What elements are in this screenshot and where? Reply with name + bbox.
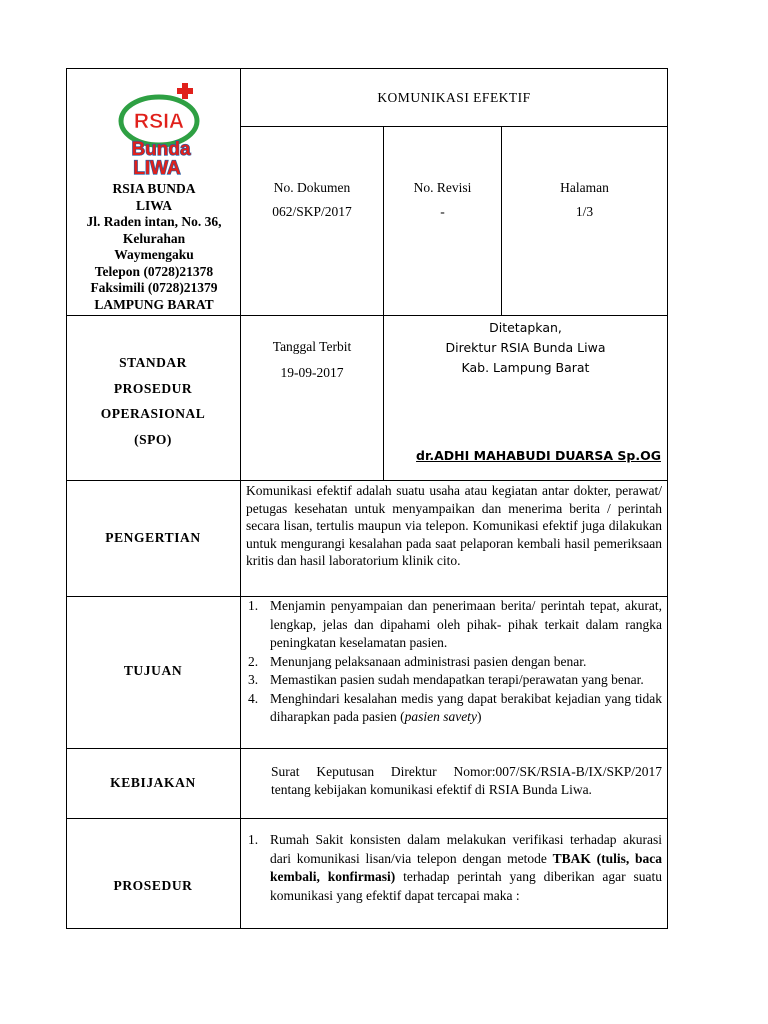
tujuan-label: TUJUAN bbox=[123, 663, 183, 678]
signatory-name: dr.ADHI MAHABUDI DUARSA Sp.OG bbox=[416, 448, 661, 463]
hospital-info-cell bbox=[66, 68, 241, 316]
issue-date-cell bbox=[240, 315, 384, 481]
list-item-text: Memastikan pasien sudah mendapatkan terapi/perawatan yang benar. bbox=[270, 672, 644, 687]
page-label: Halaman bbox=[560, 180, 609, 195]
address-line-3: Waymengaku bbox=[114, 247, 194, 262]
prosedur-list bbox=[248, 831, 662, 905]
page-value: 1/3 bbox=[575, 204, 594, 219]
list-item bbox=[248, 671, 662, 690]
spo-line-3: OPERASIONAL bbox=[100, 406, 206, 421]
spo-line-1: STANDAR bbox=[119, 355, 187, 370]
doc-number-cell bbox=[240, 126, 384, 316]
revision-label: No. Revisi bbox=[413, 180, 472, 195]
prosedur-label-cell bbox=[66, 818, 241, 929]
kebijakan-text: Surat Keputusan Direktur Nomor:007/SK/RSIA-B/IX/SKP/2017 tentang kebijakan komunikasi efektif di RSIA Bunda Liwa. bbox=[271, 764, 662, 797]
list-number: 4. bbox=[248, 690, 259, 706]
list-item bbox=[248, 690, 662, 727]
list-item-text: Menunjang pelaksanaan administrasi pasien dengan benar. bbox=[270, 653, 587, 669]
list-item-text: Rumah Sakit konsisten dalam melakukan verifikasi terhadap akurasi dari komunikasi lisan/via telepon dengan metode bbox=[270, 832, 662, 866]
phone-number: Telepon (0728)21378 bbox=[94, 263, 214, 279]
spo-line-4: (SPO) bbox=[134, 431, 172, 447]
approval-cell bbox=[383, 315, 668, 481]
region: LAMPUNG BARAT bbox=[94, 296, 214, 312]
prosedur-label: PROSEDUR bbox=[113, 878, 193, 893]
address-line-2: Kelurahan bbox=[122, 230, 186, 246]
list-number: 1. bbox=[248, 832, 259, 847]
svg-text:LIWA: LIWA bbox=[133, 158, 181, 177]
pengertian-text: Komunikasi efektif adalah suatu usaha atau kegiatan antar dokter, perawat/ petugas kesehatan untuk menyampaikan dan menerima berita / perintah secara lisan, tertulis maupun via telepon. Komunikasi efektif juga dilakukan untuk mengurangi kesalahan pada saat pelaporan kembali hasil pemeriksaan kritis dan hasil laboratorium klinik cito. bbox=[246, 483, 662, 568]
fax-number: Faksimili (0728)21379 bbox=[90, 280, 218, 295]
hospital-address-block bbox=[67, 181, 241, 313]
list-item-text-end: terhadap perintah yang diberikan agar suatu komunikasi yang efektif dapat tercapai maka : bbox=[270, 869, 662, 903]
list-item-text: Menjamin penyampaian dan penerimaan berita/ perintah tepat, akurat, lengkap, jelas dan dipahami oleh pihak- pihak terkait dalam rangka peningkatan keselamatan pasien. bbox=[270, 598, 662, 650]
spo-title bbox=[66, 350, 240, 452]
list-item-bold: TBAK (tulis, baca kembali, konfirmasi) bbox=[270, 850, 662, 884]
list-number: 2. bbox=[248, 653, 259, 669]
revision-cell bbox=[383, 126, 502, 316]
pengertian-label: PENGERTIAN bbox=[105, 530, 201, 545]
list-item-text: Menghindari kesalahan medis yang dapat berakibat kejadian yang tidak diharapkan pada pasien ( bbox=[270, 690, 662, 724]
sop-document bbox=[66, 68, 668, 929]
spo-line-2: PROSEDUR bbox=[113, 380, 193, 396]
list-number: 1. bbox=[248, 598, 259, 613]
list-item bbox=[248, 597, 662, 653]
list-item-italic: pasien savety bbox=[404, 709, 477, 724]
svg-text:RSIA: RSIA bbox=[133, 110, 185, 133]
issue-date-value: 19-09-2017 bbox=[280, 365, 344, 380]
list-item-text-end: ) bbox=[476, 709, 482, 724]
doc-number-label: No. Dokumen bbox=[273, 180, 351, 195]
rsia-bunda-liwa-logo bbox=[118, 81, 204, 177]
page-cell bbox=[501, 126, 668, 316]
approval-set-label: Ditetapkan, bbox=[489, 320, 562, 335]
svg-text:Bunda: Bunda bbox=[131, 139, 191, 160]
address-line-1: Jl. Raden intan, No. 36, bbox=[86, 214, 222, 229]
hospital-name-line-1: RSIA BUNDA bbox=[112, 181, 196, 196]
list-item bbox=[248, 831, 662, 905]
approval-regency: Kab. Lampung Barat bbox=[461, 360, 590, 375]
kebijakan-label: KEBIJAKAN bbox=[110, 775, 196, 790]
list-item bbox=[248, 653, 662, 672]
issue-date-label: Tanggal Terbit bbox=[272, 339, 352, 354]
approval-director: Direktur RSIA Bunda Liwa bbox=[445, 340, 606, 355]
tujuan-list bbox=[248, 597, 662, 727]
doc-number-value: 062/SKP/2017 bbox=[272, 204, 352, 219]
doc-title: KOMUNIKASI EFEKTIF bbox=[377, 90, 531, 105]
hospital-name-line-2: LIWA bbox=[135, 197, 172, 213]
revision-value: - bbox=[440, 204, 445, 219]
list-number: 3. bbox=[248, 672, 259, 687]
doc-title-cell bbox=[240, 68, 668, 127]
